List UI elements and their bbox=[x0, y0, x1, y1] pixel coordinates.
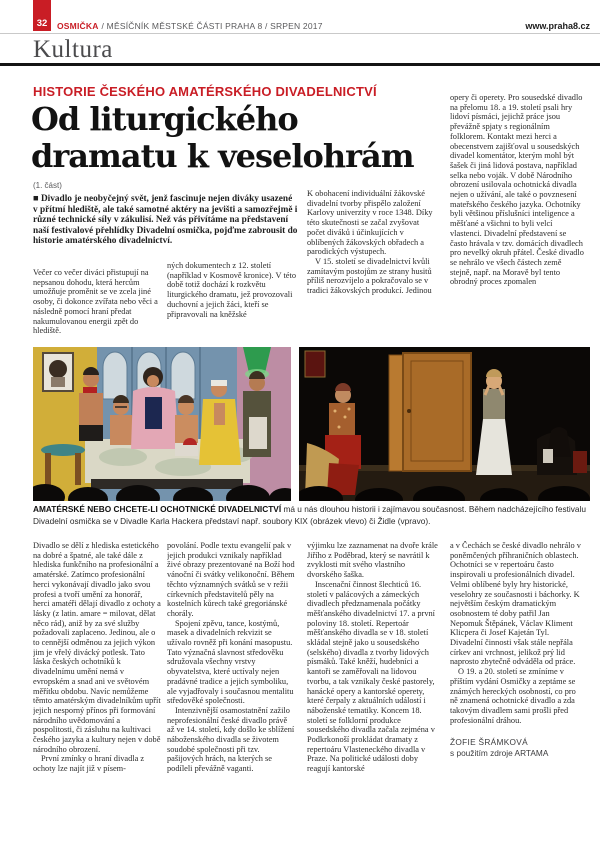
masthead-info: / MĚSÍČNÍK MĚSTSKÉ ČÁSTI PRAHA 8 / SRPEN 2017 bbox=[101, 21, 323, 31]
photo-caption-lead: AMATÉRSKÉ NEBO CHCETE-LI OCHOTNICKÉ DIVADELNICTVÍ bbox=[33, 504, 282, 514]
divider-thin bbox=[0, 33, 600, 34]
source-credit: s použitím zdroje ARTAMA bbox=[450, 748, 549, 759]
photo-caption bbox=[33, 503, 590, 531]
body-paragraph: Spojení zpěvu, tance, kostýmů, masek a divadelních rekvizit se užívalo rovněž při konání masopustu. Tato význačná slavnost středověku sdružovala všechny vrstvy obyvatelstva, které uctívaly nejen pradávné tradice a jejich symboliku, ale vyjadřovaly i současnou mentalitu středověké společnosti. bbox=[167, 618, 294, 706]
divider-thick bbox=[0, 63, 600, 66]
masthead-line bbox=[57, 21, 323, 31]
body-paragraph: O 19. a 20. století se zmíníme v příštím vydání Osmičky a zeptáme se známých hereckých osobností, co pro ně znamená ochotnické divadlo a zda takovým divadlem sami prošli před profesionální dráhou. bbox=[450, 667, 576, 725]
body-paragraph: výjimku lze zaznamenat na dvoře krále Jiřího z Poděbrad, který se navrátil k zvyklosti mít svého vlastního dvorského šaška. bbox=[307, 541, 438, 580]
column-top-4 bbox=[450, 93, 584, 343]
body-paragraph: Večer co večer diváci přistupují na nepsanou dohodu, která hercům umožňuje proměnit se ve zcela jiné osoby, či dokonce zvířata nebo věci a následně pomocí hraní předat nakumulovanou energii zpět do hlediště. bbox=[33, 268, 158, 336]
website-link[interactable]: www.praha8.cz bbox=[525, 21, 590, 31]
body-paragraph: ných dokumentech z 12. století (například v Kosmově kronice). V této době totiž dochází k rozkvětu liturgického dramatu, jež provozovali duchovní a jejich žáci, kteří se připravovali na kněžské bbox=[167, 261, 296, 319]
body-paragraph: a v Čechách se české divadlo nehrálo v poněmčených příhraničních oblastech. Ochotníci se v repertoáru často inspirovali u profesionálních divadel. Velmi oblíbené byly hry historické, veselohry ze současnosti i báchorky. K největším českým dramatickým osobnostem té doby patřil Jan Nepomuk Štěpánek, Václav Kliment Klicpera či Josef Kajetán Tyl. Divadelní činnosti však stále nepřála církev ani vrchnost, jelikož prý lid naprosto zbytečně odváděla od práce. bbox=[450, 541, 581, 667]
body-paragraph: Divadlo se dělí z hlediska estetického na dobré a špatné, ale také dále z hlediska funkčního na profesionální a amatérské. Zatímco profesionální herci vykonávají divadlo jako svou profesi a tvoří umění za honorář, herci amatéři dělají divadlo z ochoty a lásky (z latin. amare = milovat, dělat něco rád), aniž by za své služby požadovali zaplaceno. Jedinou, ale o to cennější odměnou za jejich výkon jim je vřelý divácký potlesk. Tato láska českých ochotníků k divadelnímu umění nemá v evropském a snad ani ve světovém měřítku obdobu. Navíc nemůžeme těmto amatérským divadelníkům upřít jejich nesporný přínos při formování národního uvědomování a pospolitosti, či zásluhu na kultivaci českého jazyka a kultury nejen v době národního obrození. bbox=[33, 541, 161, 754]
body-paragraph: V 15. století se divadelnictví kvůli zamítavým postojům ze strany husitů příliš nerozvíjelo a pokračovalo se v tradici žákovských produkcí. Jedinou bbox=[307, 256, 432, 296]
column-bottom-2 bbox=[167, 541, 296, 841]
body-paragraph: povolání. Podle textu evangelií pak v jejich produkci vznikaly například živé obrazy prezentované na Boží hod vánoční či svátky velikonoční. Během těchto významných svátků se v režii církevních představitelů pěly na kostelních kůrech také gregoriánské chorály. bbox=[167, 541, 295, 618]
article-title bbox=[31, 101, 461, 175]
column-bottom-3 bbox=[307, 541, 438, 841]
page-number: 32 bbox=[36, 18, 48, 29]
article-part-label: (1. část) bbox=[33, 181, 62, 190]
body-paragraph: K obohacení individuální žákovské divadelní tvorby přispělo založení Karlovy univerzity v roce 1348. Díky této skutečnosti se začal zvyšovat počet diváků i účinkujících v oblíbených žákovských obřadech a parodických výstupech. bbox=[307, 189, 433, 257]
article-title-line2: dramatu k veselohrám bbox=[31, 137, 414, 175]
article-signature bbox=[450, 737, 584, 759]
column-top-1 bbox=[33, 268, 161, 346]
photo-theatre-kix bbox=[33, 347, 291, 501]
photo-theatre-zidle bbox=[299, 347, 590, 501]
body-paragraph: opery či operety. Pro sousedské divadlo na přelomu 18. a 19. století psali hry lidoví písmáci, jejichž práce jsou převážně spjaty s regionálním folklorem. Kontakt mezi herci a obecenstvem zajišťoval u sousedských divadel komentátor, kterým mohl být šašek či jiná lidová postava, například selka nebo voják. V době Národního obrození usilovala ochotnická divadla nejen o užívání, ale také o povznesení mateřského českého jazyka. Ochotníky byli většinou příslušníci inteligence a měšťané a všichni to byli velcí vlastenci. Divadelní představení se často hrávala v tzv. domácích divadlech pro nevelký okruh přátel. České divadlo se nehrálo ve všech částech země stejně, např. na Moravě byl tento obrodný proces zpomalen bbox=[450, 93, 584, 287]
body-paragraph: Inscenační činnost šlechticů 16. století v palácových a zámeckých divadlech předznamenala počátky měšťanského divadelnictví 17. a první poloviny 18. století. Repertoár měšťanského divadla se v 18. století skládal stejně jako u sousedského (selského) divadla z tvorby lidových písmáků. Také kněží, hudebníci a kantoři se zaměřovali na lidovou tvorbu, a tak vznikaly české pastorely, hanácké opery a kantorské operety, které čerpaly z aktuálních událostí i náboženské tematiky. Koncem 18. století se folklorní produkce sousedského divadla začala zejména v Podkrkonoší prokládat dramaty z repertoáru Vlasteneckého divadla v Praze. Na politické události doby reagují kantorské bbox=[307, 579, 435, 774]
body-paragraph: Intenzivnější osamostatnění zažilo neprofesionální české divadlo právě až ve 14. století, kdy došlo ke sblížení náboženského divadla se životem soudobé společnosti při tzv. pašijových hrách, na kterých se podíleli převážně vaganti. bbox=[167, 705, 295, 774]
page-number-tab bbox=[33, 0, 51, 31]
section-title: Kultura bbox=[33, 36, 113, 63]
column-bottom-1 bbox=[33, 541, 161, 841]
article-intro: ■ Divadlo je neobyčejný svět, jenž fascinuje nejen diváky usazené v přítmí hlediště, ale také samotné aktéry na jevišti a samozřejmě i různé technické síly v zákulisí. Než vás přivítáme na představení naší festivalové přehlídky Divadelní osmička, pojďme zabrousit do historie amatérského divadelnictví. bbox=[33, 194, 298, 247]
author-name: ŽOFIE ŠRÁMKOVÁ bbox=[450, 737, 528, 748]
column-top-2 bbox=[167, 261, 296, 346]
column-top-3 bbox=[307, 189, 438, 346]
body-paragraph: První zmínky o hraní divadla z ochoty lze najít již v písem- bbox=[33, 754, 145, 774]
article-title-line1: Od liturgického bbox=[31, 100, 298, 138]
photo-caption-text: má u nás dlouhou historii i zajímavou současnost. Během nadcházejícího festivalu Divadelní osmička se v Divadle Karla Hackera představí např. soubory KIX (obrázek vlevo) či Židle (vpravo). bbox=[33, 504, 586, 526]
article-kicker: HISTORIE ČESKÉHO AMATÉRSKÉHO DIVADELNICTVÍ bbox=[33, 84, 377, 99]
masthead: OSMIČKA bbox=[57, 21, 99, 31]
column-bottom-4 bbox=[450, 541, 584, 841]
